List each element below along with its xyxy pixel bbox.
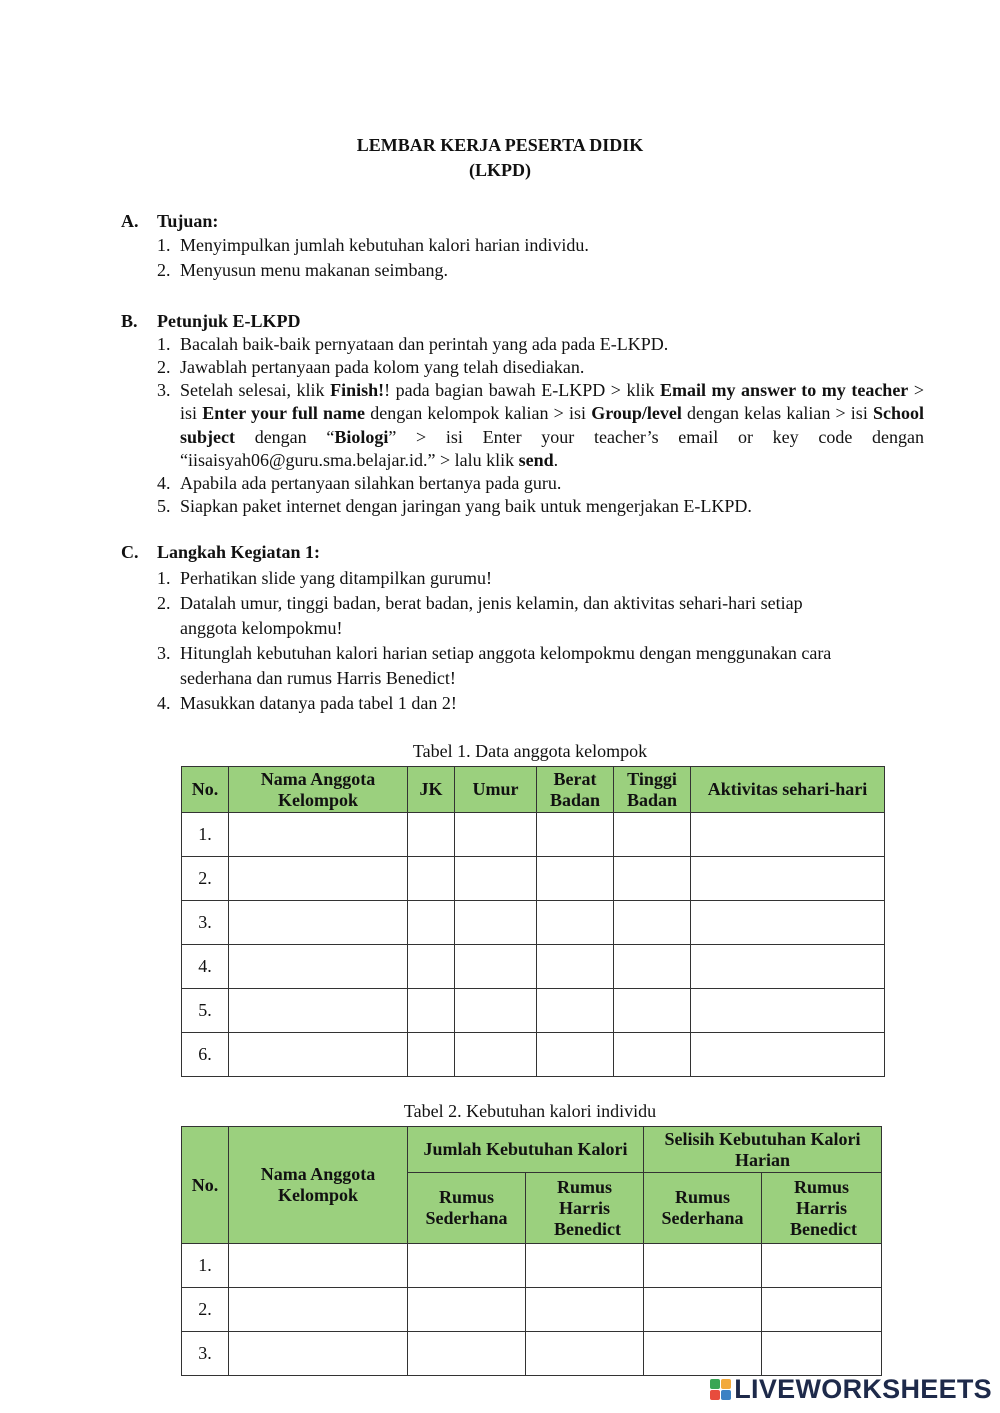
section-b-item: 4. Apabila ada pertanyaan silahkan bertanya pada guru. (157, 473, 562, 493)
answer-cell[interactable] (455, 989, 537, 1033)
row-number: 2. (182, 1288, 229, 1332)
table1-header-jk: JK (408, 767, 455, 813)
section-c-item: 3. Hitunglah kebutuhan kalori harian setiap anggota kelompokmu dengan menggunakan cara sederhana dan rumus Harris Benedict! (157, 643, 832, 688)
liveworksheets-logo-text: LIVEWORKSHEETS (734, 1374, 992, 1404)
section-c-letter: C. (121, 542, 139, 562)
row-number: 3. (182, 901, 229, 945)
answer-cell[interactable] (644, 1288, 762, 1332)
answer-cell[interactable] (762, 1244, 882, 1288)
answer-cell[interactable] (614, 813, 691, 857)
answer-cell[interactable] (408, 1244, 526, 1288)
answer-cell[interactable] (408, 901, 455, 945)
section-b-item: 2. Jawablah pertanyaan pada kolom yang telah disediakan. (157, 357, 585, 377)
table1-header-aktivitas: Aktivitas sehari-hari (691, 767, 885, 813)
answer-cell[interactable] (691, 989, 885, 1033)
answer-cell[interactable] (455, 813, 537, 857)
section-c-item: 4. Masukkan datanya pada tabel 1 dan 2! (157, 693, 457, 713)
section-c-item: 1. Perhatikan slide yang ditampilkan gurumu! (157, 568, 492, 588)
answer-cell[interactable] (229, 901, 408, 945)
answer-cell[interactable] (614, 901, 691, 945)
table2-header-no: No. (182, 1127, 229, 1244)
section-a-letter: A. (121, 211, 139, 231)
section-b-item: 1. Bacalah baik-baik pernyataan dan perintah yang ada pada E-LKPD. (157, 334, 669, 354)
answer-cell[interactable] (537, 901, 614, 945)
logo-square (710, 1390, 720, 1400)
table2-subheader: Rumus Harris Benedict (762, 1173, 882, 1244)
row-number: 4. (182, 945, 229, 989)
answer-cell[interactable] (614, 1033, 691, 1077)
section-b-letter: B. (121, 311, 138, 331)
table-row (182, 901, 885, 945)
answer-cell[interactable] (408, 1288, 526, 1332)
answer-cell[interactable] (537, 813, 614, 857)
answer-cell[interactable] (229, 989, 408, 1033)
answer-cell[interactable] (408, 813, 455, 857)
table1-header-berat: Berat Badan (537, 767, 614, 813)
section-a-title: Tujuan: (157, 211, 219, 231)
table-row (182, 857, 885, 901)
answer-cell[interactable] (644, 1244, 762, 1288)
section-b-item: 5. Siapkan paket internet dengan jaringan yang baik untuk mengerjakan E-LKPD. (157, 496, 752, 516)
row-number: 5. (182, 989, 229, 1033)
answer-cell[interactable] (229, 1288, 408, 1332)
answer-cell[interactable] (408, 1332, 526, 1376)
answer-cell[interactable] (229, 1332, 408, 1376)
answer-cell[interactable] (229, 857, 408, 901)
answer-cell[interactable] (455, 857, 537, 901)
answer-cell[interactable] (455, 945, 537, 989)
answer-cell[interactable] (526, 1244, 644, 1288)
answer-cell[interactable] (762, 1332, 882, 1376)
answer-cell[interactable] (229, 1033, 408, 1077)
answer-cell[interactable] (537, 1033, 614, 1077)
section-a-item: 2. Menyusun menu makanan seimbang. (157, 260, 448, 280)
answer-cell[interactable] (691, 901, 885, 945)
answer-cell[interactable] (229, 1244, 408, 1288)
answer-cell[interactable] (408, 945, 455, 989)
row-number: 1. (182, 1244, 229, 1288)
table-row (182, 989, 885, 1033)
logo-square (710, 1379, 720, 1389)
liveworksheets-logo (710, 1374, 992, 1404)
answer-cell[interactable] (762, 1288, 882, 1332)
table-row (182, 1033, 885, 1077)
logo-square (721, 1379, 731, 1389)
answer-cell[interactable] (526, 1332, 644, 1376)
answer-cell[interactable] (537, 857, 614, 901)
table2-subheader: Rumus Sederhana (644, 1173, 762, 1244)
answer-cell[interactable] (614, 945, 691, 989)
table2-subheader: Rumus Harris Benedict (526, 1173, 644, 1244)
row-number: 1. (182, 813, 229, 857)
table1-header-no: No. (182, 767, 229, 813)
table1-header-umur: Umur (455, 767, 537, 813)
answer-cell[interactable] (526, 1288, 644, 1332)
answer-cell[interactable] (408, 989, 455, 1033)
table1-header-nama: Nama Anggota Kelompok (229, 767, 408, 813)
row-number: 3. (182, 1332, 229, 1376)
table1-caption: Tabel 1. Data anggota kelompok (412, 741, 648, 761)
table2-caption: Tabel 2. Kebutuhan kalori individu (403, 1101, 657, 1121)
table-row (182, 945, 885, 989)
page-subtitle: (LKPD) (469, 160, 531, 180)
section-a-item: 1. Menyimpulkan jumlah kebutuhan kalori harian individu. (157, 235, 589, 255)
answer-cell[interactable] (229, 945, 408, 989)
page-title: LEMBAR KERJA PESERTA DIDIK (356, 135, 644, 155)
row-number: 2. (182, 857, 229, 901)
table-row (182, 1288, 882, 1332)
answer-cell[interactable] (408, 857, 455, 901)
answer-cell[interactable] (691, 945, 885, 989)
table-row (182, 1244, 882, 1288)
table1 (181, 766, 885, 1077)
answer-cell[interactable] (614, 989, 691, 1033)
answer-cell[interactable] (229, 813, 408, 857)
table2-header-jumlah: Jumlah Kebutuhan Kalori (408, 1127, 644, 1173)
answer-cell[interactable] (455, 1033, 537, 1077)
answer-cell[interactable] (691, 813, 885, 857)
answer-cell[interactable] (455, 901, 537, 945)
table1-header-tinggi: Tinggi Badan (614, 767, 691, 813)
table2 (181, 1126, 882, 1376)
answer-cell[interactable] (537, 945, 614, 989)
table-row (182, 813, 885, 857)
answer-cell[interactable] (644, 1332, 762, 1376)
answer-cell[interactable] (614, 857, 691, 901)
answer-cell[interactable] (691, 1033, 885, 1077)
table2-header-selisih: Selisih Kebutuhan Kalori Harian (644, 1127, 882, 1173)
logo-square (721, 1390, 731, 1400)
section-b-item-instructions: 3. Setelah selesai, klik Finish!! pada bagian bawah E-LKPD > klik Email my answer to my teacher > isi Enter your full name dengan kelompok kalian > isi Group/level dengan kelas kalian > isi School subject dengan “Biologi” > isi Enter your teacher’s email or key code dengan “iisaisyah06@guru.sma.belajar.id.” > lalu klik send. (157, 380, 925, 470)
table-row (182, 1332, 882, 1376)
answer-cell[interactable] (691, 857, 885, 901)
table2-subheader: Rumus Sederhana (408, 1173, 526, 1244)
section-c-title: Langkah Kegiatan 1: (157, 542, 321, 562)
answer-cell[interactable] (408, 1033, 455, 1077)
section-c-item: 2. Datalah umur, tinggi badan, berat badan, jenis kelamin, dan aktivitas sehari-hari setiap anggota kelompokmu! (157, 593, 803, 638)
row-number: 6. (182, 1033, 229, 1077)
section-b-title: Petunjuk E-LKPD (157, 311, 301, 331)
answer-cell[interactable] (537, 989, 614, 1033)
liveworksheets-logo-icon (710, 1379, 731, 1400)
table2-header-nama: Nama Anggota Kelompok (229, 1127, 408, 1244)
